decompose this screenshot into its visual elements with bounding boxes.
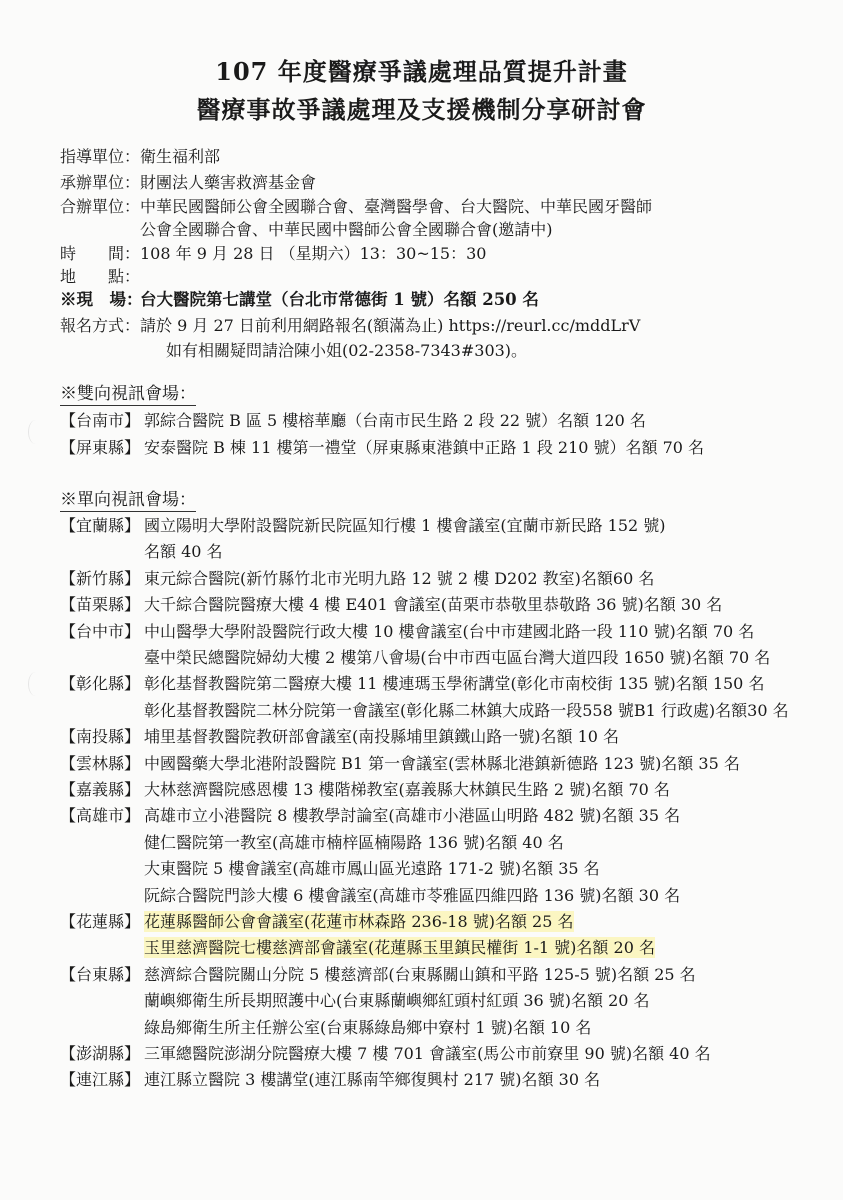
venue-region: 【台中市】 bbox=[60, 621, 141, 641]
info-label: 合辦單位： bbox=[60, 197, 141, 216]
venue-text: 大東醫院 5 樓會議室(高雄市鳳山區光遠路 171-2 號)名額 35 名 bbox=[144, 859, 600, 879]
venue-row bbox=[60, 911, 574, 933]
venue-region: 【台東縣】 bbox=[60, 964, 141, 984]
venue-text: 連江縣立醫院 3 樓講堂(連江縣南竿鄉復興村 217 號)名額 30 名 bbox=[144, 1070, 601, 1090]
venue-region: 【雲林縣】 bbox=[60, 753, 141, 773]
venue-text: 花蓮縣醫師公會會議室(花蓮市林森路 236-18 號)名額 25 名 bbox=[144, 912, 574, 931]
venue-text: 中國醫藥大學北港附設醫院 B1 第一會議室(雲林縣北港鎮新德路 123 號)名額 35 名 bbox=[144, 753, 740, 773]
venue-row bbox=[60, 726, 619, 748]
info-label: ※現 場： bbox=[60, 290, 143, 309]
venue-region: 【南投縣】 bbox=[60, 727, 141, 747]
venue-text: 郭綜合醫院 B 區 5 樓榕華廳（台南市民生路 2 段 22 號）名額 120 名 bbox=[144, 411, 646, 430]
venue-text: 阮綜合醫院門診大樓 6 樓會議室(高雄市苓雅區四維四路 136 號)名額 30 名 bbox=[144, 885, 681, 905]
venue-text: 玉里慈濟醫院七樓慈濟部會議室(花蓮縣玉里鎮民權街 1-1 號)名額 20 名 bbox=[144, 938, 655, 958]
venue-text: 三軍總醫院澎湖分院醫療大樓 7 樓 701 會議室(馬公市前寮里 90 號)名額 40 名 bbox=[144, 1044, 711, 1063]
venue-region: 【宜蘭縣】 bbox=[60, 516, 141, 535]
venue-region: 【澎湖縣】 bbox=[60, 1044, 141, 1063]
venue-row bbox=[60, 437, 704, 459]
venue-region: 【屏東縣】 bbox=[60, 438, 141, 457]
venue-row bbox=[60, 673, 764, 695]
info-value: 108 年 9 月 28 日 （星期六）13：30~15：30 bbox=[140, 244, 487, 263]
venue-text: 大千綜合醫院醫療大樓 4 樓 E401 會議室(苗栗市恭敬里恭敬路 36 號)名額 30 名 bbox=[144, 595, 723, 615]
venue-row bbox=[60, 779, 670, 801]
info-onsite bbox=[60, 289, 539, 311]
info-label: 地 點： bbox=[60, 267, 141, 286]
info-co bbox=[60, 196, 652, 218]
venue-row bbox=[60, 1043, 711, 1065]
info-label: 承辦單位： bbox=[60, 173, 141, 192]
venue-row bbox=[60, 964, 696, 986]
venue-row bbox=[60, 594, 722, 616]
venue-row bbox=[60, 805, 680, 827]
venue-row bbox=[60, 1017, 591, 1039]
info-register-contact: 如有相關疑問請洽陳小姐(02-2358-7343#303)。 bbox=[166, 341, 528, 360]
scan-hole-mark bbox=[28, 420, 43, 444]
venue-row bbox=[60, 515, 666, 537]
info-time bbox=[60, 243, 486, 265]
venue-text: 臺中榮民總醫院婦幼大樓 2 樓第八會場(台中市西屯區台灣大道四段 1650 號)名額 70 名 bbox=[144, 648, 771, 667]
venue-region: 【苗栗縣】 bbox=[60, 595, 141, 615]
info-value: 台大醫院第七講堂（台北市常德街 1 號）名額 250 名 bbox=[140, 290, 539, 309]
venue-text: 名額 40 名 bbox=[144, 542, 223, 562]
info-label: 報名方式： bbox=[60, 316, 141, 335]
info-co-continued: 公會全國聯合會、中華民國中醫師公會全國聯合會(邀請中) bbox=[140, 220, 553, 239]
two-way-heading: ※雙向視訊會場： bbox=[60, 384, 196, 404]
venue-text: 中山醫學大學附設醫院行政大樓 10 樓會議室(台中市建國北路一段 110 號)名額 70 名 bbox=[144, 621, 755, 641]
venue-region: 【連江縣】 bbox=[60, 1070, 141, 1090]
venue-region: 【台南市】 bbox=[60, 411, 141, 430]
info-register bbox=[60, 315, 640, 337]
venue-region: 【花蓮縣】 bbox=[60, 912, 141, 931]
venue-row bbox=[60, 541, 223, 563]
info-value: 財團法人藥害救濟基金會 bbox=[140, 173, 317, 192]
venue-row bbox=[60, 990, 650, 1012]
venue-row bbox=[60, 568, 654, 590]
venue-text: 東元綜合醫院(新竹縣竹北市光明九路 12 號 2 樓 D202 教室)名額60 名 bbox=[144, 568, 655, 588]
venue-text: 埔里基督教醫院教研部會議室(南投縣埔里鎮鐵山路一號)名額 10 名 bbox=[144, 727, 620, 747]
info-value: 中華民國醫師公會全國聯合會、臺灣醫學會、台大醫院、中華民國牙醫師 bbox=[140, 197, 653, 216]
document-subtitle: 醫療事故爭議處理及支援機制分享研討會 bbox=[196, 95, 647, 124]
info-place bbox=[60, 266, 140, 288]
info-guide bbox=[60, 146, 220, 168]
venue-text: 彰化基督教醫院二林分院第一會議室(彰化縣二林鎮大成路一段558 號B1 行政處)名額30 名 bbox=[144, 700, 789, 720]
venue-region: 【新竹縣】 bbox=[60, 568, 141, 588]
venue-region: 【高雄市】 bbox=[60, 806, 141, 826]
venue-text: 安泰醫院 B 棟 11 樓第一禮堂（屏東縣東港鎮中正路 1 段 210 號）名額 70 名 bbox=[144, 438, 705, 457]
info-host bbox=[60, 172, 316, 194]
one-way-heading: ※單向視訊會場： bbox=[60, 490, 196, 510]
scan-hole-mark bbox=[28, 672, 43, 696]
venue-text: 高雄市立小港醫院 8 樓教學討論室(高雄市小港區山明路 482 號)名額 35 名 bbox=[144, 806, 681, 826]
venue-row bbox=[60, 858, 600, 880]
info-label: 時 間： bbox=[60, 244, 141, 263]
venue-row bbox=[60, 1069, 600, 1091]
venue-row bbox=[60, 885, 680, 907]
venue-row bbox=[60, 647, 770, 669]
info-value: 衛生福利部 bbox=[140, 147, 221, 166]
venue-region: 【彰化縣】 bbox=[60, 674, 141, 694]
venue-row bbox=[60, 937, 655, 959]
venue-text: 蘭嶼鄉衛生所長期照護中心(台東縣蘭嶼鄉紅頭村紅頭 36 號)名額 20 名 bbox=[144, 991, 650, 1011]
venue-text: 大林慈濟醫院感恩樓 13 樓階梯教室(嘉義縣大林鎮民生路 2 號)名額 70 名 bbox=[144, 780, 670, 799]
venue-region: 【嘉義縣】 bbox=[60, 780, 141, 799]
document-title: 107 年度醫療爭議處理品質提升計畫 bbox=[215, 57, 628, 86]
venue-text: 慈濟綜合醫院關山分院 5 樓慈濟部(台東縣關山鎮和平路 125-5 號)名額 25 名 bbox=[144, 964, 696, 984]
venue-text: 健仁醫院第一教室(高雄市楠梓區楠陽路 136 號)名額 40 名 bbox=[144, 832, 564, 852]
venue-text: 國立陽明大學附設醫院新民院區知行樓 1 樓會議室(宜蘭市新民路 152 號) bbox=[144, 516, 666, 535]
venue-row bbox=[60, 832, 564, 854]
venue-text: 彰化基督教醫院第二醫療大樓 11 樓連瑪玉學術講堂(彰化市南校街 135 號)名額 150 名 bbox=[144, 674, 765, 694]
venue-row bbox=[60, 753, 740, 775]
venue-row bbox=[60, 621, 754, 643]
info-value: 請於 9 月 27 日前利用網路報名(額滿為止) https://reurl.cc/mddLrV bbox=[140, 316, 641, 335]
venue-row bbox=[60, 700, 789, 722]
venue-text: 綠島鄉衛生所主任辦公室(台東縣綠島鄉中寮村 1 號)名額 10 名 bbox=[144, 1017, 592, 1037]
venue-row bbox=[60, 410, 646, 432]
info-label: 指導單位： bbox=[60, 147, 141, 166]
